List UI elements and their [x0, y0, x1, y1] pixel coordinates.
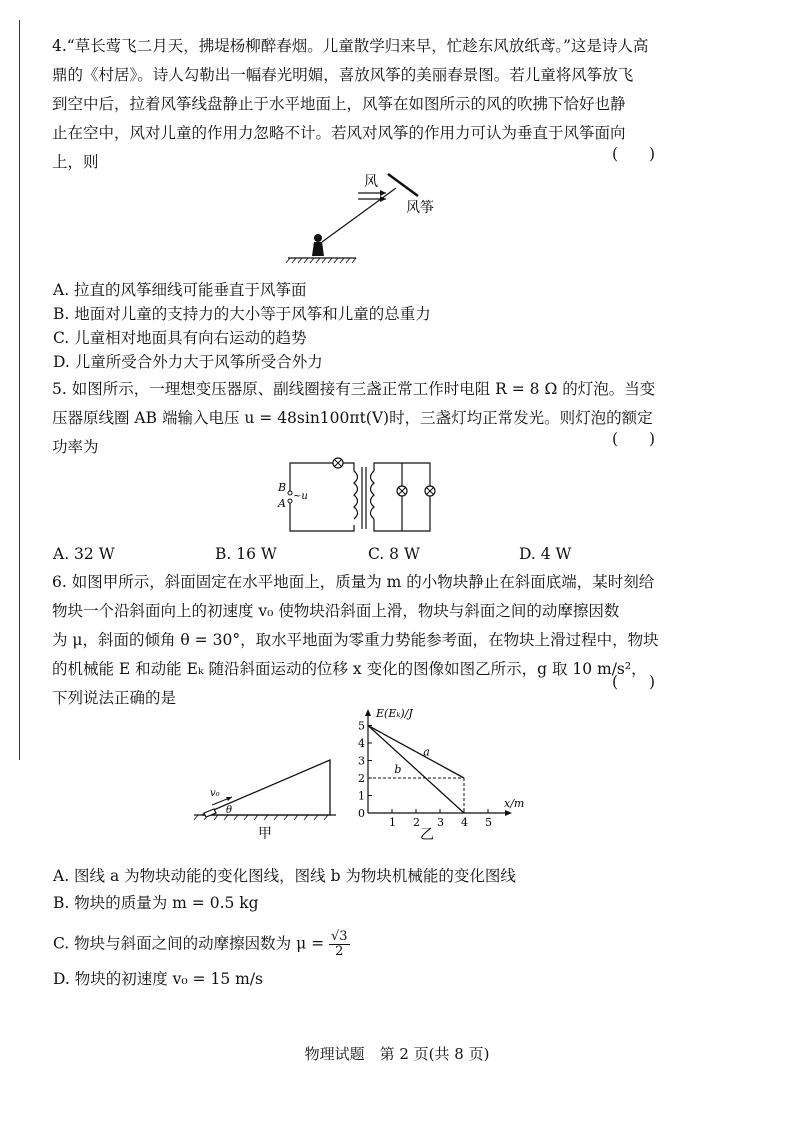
q6-option-c	[53, 930, 350, 959]
x-axis-arrow	[505, 810, 512, 816]
q5-line: 压器原线圈 AB 端输入电压 u = 48sin100πt(V)时，三盏灯均正常发光。则灯泡的额定	[52, 409, 653, 427]
incline-figure	[190, 750, 340, 840]
x-tick-label: 4	[461, 816, 468, 829]
lamp-icon	[397, 486, 407, 496]
primary-bottom-wire	[290, 501, 354, 531]
q6-option-c-text: C. 物块与斜面之间的动摩擦因数为 μ =	[53, 934, 325, 953]
fraction-numerator: √3	[331, 929, 348, 944]
q5-option-c: C. 8 W	[368, 545, 420, 563]
q4-line: 4.“草长莺飞二月天，拂堤杨柳醉春烟。儿童散学归来早，忙趁东风放纸鸢。”这是诗人高	[52, 37, 649, 55]
q5-line: 5. 如图所示，一理想变压器原、副线圈接有三盏正常工作时电阻 R = 8 Ω 的灯泡。当变	[52, 380, 656, 398]
primary-coil	[354, 471, 358, 519]
q4-line: 上，则	[52, 153, 99, 171]
y-tick-label: 0	[358, 807, 365, 820]
page-footer: 物理试题 第 2 页(共 8 页)	[304, 1045, 490, 1063]
q6-line: 6. 如图甲所示，斜面固定在水平地面上，质量为 m 的小物块静止在斜面底端，某时刻给	[52, 573, 655, 591]
y-tick-label: 2	[358, 772, 365, 785]
secondary-coil	[371, 471, 375, 519]
x-axis-label: x/m	[504, 797, 525, 810]
v0-label: v₀	[210, 788, 220, 799]
q5-option-b: B. 16 W	[215, 545, 277, 563]
x-tick-label: 2	[413, 816, 420, 829]
q5-line: 功率为	[52, 438, 99, 456]
question-5-text	[52, 375, 672, 462]
y-axis-arrow	[365, 709, 371, 716]
figure-yi-label: 乙	[420, 827, 434, 843]
child-head	[314, 234, 322, 242]
margin-line	[19, 20, 20, 760]
q4-line: 止在空中，风对儿童的作用力忽略不计。若风对风筝的作用力可认为垂直于风筝面向	[52, 124, 626, 142]
q4-line: 鼎的《村居》。诗人勾勒出一幅春光明媚，喜放风筝的美丽春景图。若儿童将风筝放飞	[52, 66, 634, 84]
q4-line: 到空中后，拉着风筝线盘静止于水平地面上，风筝在如图所示的风的吹拂下恰好也静	[52, 95, 626, 113]
question-6-text	[52, 568, 672, 713]
q4-option-c: C. 儿童相对地面具有向右运动的趋势	[53, 329, 307, 347]
q4-option-a: A. 拉直的风筝细线可能垂直于风筝面	[53, 281, 307, 299]
child-body	[312, 242, 324, 256]
terminal-b	[288, 491, 292, 495]
y-tick-label: 1	[358, 789, 365, 803]
primary-top-wire	[290, 463, 333, 491]
ground-hatch	[194, 815, 328, 820]
q4-option-b: B. 地面对儿童的支持力的大小等于风筝和儿童的总重力	[53, 305, 431, 323]
q6-answer-paren: ( )	[612, 673, 656, 691]
incline	[202, 760, 330, 815]
question-4-text	[52, 32, 672, 177]
q6-option-d: D. 物块的初速度 v₀ = 15 m/s	[53, 970, 263, 988]
q5-answer-paren: ( )	[612, 430, 656, 448]
q4-option-d: D. 儿童所受合外力大于风筝所受合外力	[53, 353, 323, 371]
energy-graph	[350, 705, 525, 845]
lamp-icon	[333, 458, 343, 468]
y-tick-label: 3	[358, 754, 365, 768]
fraction	[329, 930, 350, 959]
kite-figure	[280, 168, 470, 268]
kite-label: 风筝	[406, 200, 434, 216]
q4-answer-paren: ( )	[612, 145, 656, 163]
lamp-icon	[425, 486, 435, 496]
kite-string	[322, 188, 396, 242]
x-tick-label: 3	[437, 816, 444, 829]
q6-line: 的机械能 E 和动能 Eₖ 随沿斜面运动的位移 x 变化的图像如图乙所示，g 取 10 m/s²，	[52, 660, 647, 678]
block	[204, 809, 216, 817]
x-tick-label: 1	[389, 816, 396, 829]
q5-option-d: D. 4 W	[519, 545, 572, 563]
series-a-label: a	[423, 745, 430, 759]
x-tick-label: 5	[485, 816, 492, 829]
q6-option-b: B. 物块的质量为 m = 0.5 kg	[53, 894, 259, 912]
label-a: A	[278, 497, 286, 510]
label-b: B	[278, 481, 287, 494]
figure-jia-label: 甲	[258, 826, 272, 842]
transformer-circuit	[268, 455, 448, 545]
q6-line: 下列说法正确的是	[52, 689, 177, 707]
y-tick-label: 5	[358, 719, 365, 733]
wind-label: 风	[364, 174, 378, 190]
series-line-b	[368, 726, 464, 814]
label-u: ~u	[293, 491, 308, 502]
q6-line: 为 μ，斜面的倾角 θ = 30°，取水平地面为零重力势能参考面，在物块上滑过程中，物块	[52, 631, 659, 649]
q6-option-a: A. 图线 a 为物块动能的变化图线，图线 b 为物块机械能的变化图线	[53, 867, 516, 885]
ground-hatch	[286, 258, 356, 263]
primary-top-wire-right	[343, 463, 354, 471]
q6-line: 物块一个沿斜面向上的初速度 v₀ 使物块沿斜面上滑，物块与斜面之间的动摩擦因数	[52, 602, 620, 620]
wind-arrow-head	[380, 190, 386, 196]
fraction-denominator: 2	[335, 944, 344, 959]
y-tick-label: 4	[358, 737, 365, 750]
q5-option-a: A. 32 W	[53, 545, 115, 563]
theta-label: θ	[226, 805, 233, 816]
y-axis-label: E(Eₖ)/J	[376, 707, 413, 720]
kite	[388, 174, 418, 196]
series-b-label: b	[394, 762, 402, 776]
terminal-a	[288, 499, 292, 503]
